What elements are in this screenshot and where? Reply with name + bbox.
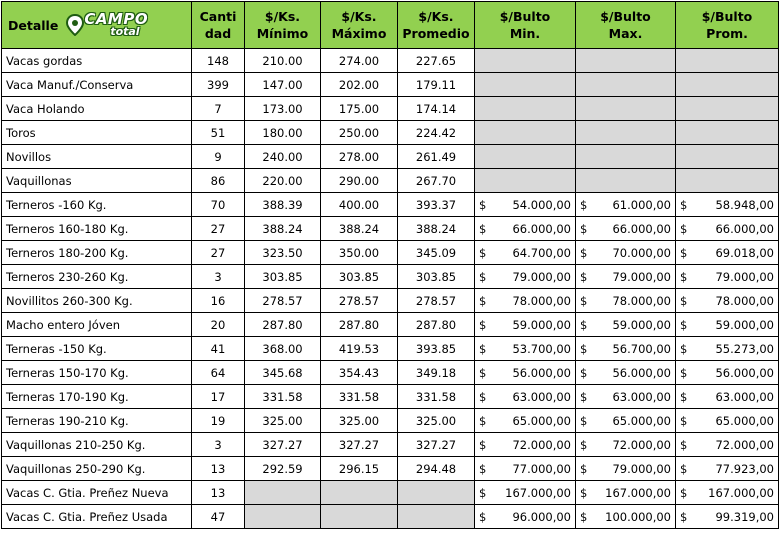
cell-money <box>676 49 779 73</box>
money-amount: 66.000,00 <box>512 221 571 236</box>
currency-symbol: $ <box>580 269 588 284</box>
cell-money <box>475 337 576 361</box>
cell-value: 240.00 <box>245 145 321 169</box>
money-amount: 69.018,00 <box>715 245 774 260</box>
currency-symbol: $ <box>479 365 487 380</box>
currency-symbol: $ <box>580 365 588 380</box>
table-row <box>2 385 779 409</box>
cell-value <box>245 481 321 505</box>
currency-symbol: $ <box>580 437 588 452</box>
cell-detalle: Novillos <box>2 145 192 169</box>
cell-value: 210.00 <box>245 49 321 73</box>
cell-money <box>475 361 576 385</box>
money-amount: 66.000,00 <box>715 221 774 236</box>
cell-value: 147.00 <box>245 73 321 97</box>
cell-value: 290.00 <box>321 169 398 193</box>
currency-symbol: $ <box>580 413 588 428</box>
money-amount: 63.000,00 <box>512 389 571 404</box>
money-amount: 78.000,00 <box>612 293 671 308</box>
header-detalle <box>2 2 192 49</box>
table-row <box>2 505 779 529</box>
cell-money <box>475 241 576 265</box>
cell-money <box>576 121 676 145</box>
cell-value: 227.65 <box>398 49 475 73</box>
money-amount: 79.000,00 <box>612 269 671 284</box>
currency-symbol: $ <box>680 389 688 404</box>
cell-money <box>676 409 779 433</box>
header-row <box>2 2 779 49</box>
cell-value: 388.24 <box>245 217 321 241</box>
price-table <box>1 1 779 529</box>
currency-symbol: $ <box>680 437 688 452</box>
cell-detalle: Terneras 150-170 Kg. <box>2 361 192 385</box>
map-pin-icon <box>66 14 84 36</box>
money-amount: 56.000,00 <box>612 365 671 380</box>
cell-value <box>398 481 475 505</box>
cell-value: 354.43 <box>321 361 398 385</box>
cell-value: 331.58 <box>398 385 475 409</box>
money-amount: 79.000,00 <box>612 461 671 476</box>
cell-money <box>475 481 576 505</box>
header-bulto-max: $/Bulto Max. <box>576 2 676 49</box>
cell-value: 419.53 <box>321 337 398 361</box>
cell-value: 7 <box>192 97 245 121</box>
currency-symbol: $ <box>479 293 487 308</box>
cell-value: 331.58 <box>245 385 321 409</box>
cell-detalle: Terneras -150 Kg. <box>2 337 192 361</box>
logo-sub-text: total <box>110 24 140 38</box>
currency-symbol: $ <box>479 245 487 260</box>
cell-value: 327.27 <box>245 433 321 457</box>
cell-money <box>676 97 779 121</box>
cell-money <box>475 169 576 193</box>
header-kg-prom: $/Ks. Promedio <box>398 2 475 49</box>
table-row <box>2 73 779 97</box>
cell-money <box>576 457 676 481</box>
cell-value: 278.57 <box>321 289 398 313</box>
money-amount: 167.000,00 <box>708 485 774 500</box>
cell-value: 325.00 <box>321 409 398 433</box>
cell-money <box>676 217 779 241</box>
cell-value: 323.50 <box>245 241 321 265</box>
cell-value: 327.27 <box>398 433 475 457</box>
cell-detalle: Toros <box>2 121 192 145</box>
cell-value: 393.85 <box>398 337 475 361</box>
cell-money <box>676 337 779 361</box>
cell-detalle: Vacas gordas <box>2 49 192 73</box>
money-amount: 64.700,00 <box>512 245 571 260</box>
cell-value: 16 <box>192 289 245 313</box>
money-amount: 59.000,00 <box>612 317 671 332</box>
cell-money <box>576 169 676 193</box>
cell-money <box>576 313 676 337</box>
money-amount: 96.000,00 <box>512 509 571 524</box>
header-detalle-label: Detalle <box>8 17 59 33</box>
currency-symbol: $ <box>479 221 487 236</box>
currency-symbol: $ <box>580 221 588 236</box>
currency-symbol: $ <box>479 269 487 284</box>
table-row <box>2 289 779 313</box>
cell-value: 278.57 <box>245 289 321 313</box>
table-row <box>2 49 779 73</box>
table-row <box>2 217 779 241</box>
logo-main-text: CAMPO <box>84 9 149 28</box>
cell-value: 303.85 <box>321 265 398 289</box>
cell-money <box>475 193 576 217</box>
cell-value: 278.57 <box>398 289 475 313</box>
cell-value: 345.09 <box>398 241 475 265</box>
currency-symbol: $ <box>680 245 688 260</box>
cell-value: 9 <box>192 145 245 169</box>
money-amount: 56.000,00 <box>715 365 774 380</box>
cell-money <box>576 505 676 529</box>
cell-value: 47 <box>192 505 245 529</box>
cell-value: 27 <box>192 217 245 241</box>
cell-value: 287.80 <box>398 313 475 337</box>
cell-money <box>576 265 676 289</box>
cell-value: 13 <box>192 481 245 505</box>
cell-value <box>398 505 475 529</box>
currency-symbol: $ <box>680 509 688 524</box>
money-amount: 56.700,00 <box>612 341 671 356</box>
currency-symbol: $ <box>680 413 688 428</box>
money-amount: 54.000,00 <box>512 197 571 212</box>
cell-value: 400.00 <box>321 193 398 217</box>
header-kg-min: $/Ks. Mínimo <box>245 2 321 49</box>
money-amount: 55.273,00 <box>715 341 774 356</box>
cell-money <box>475 385 576 409</box>
money-amount: 78.000,00 <box>512 293 571 308</box>
cell-value: 368.00 <box>245 337 321 361</box>
cell-value: 13 <box>192 457 245 481</box>
cell-value: 70 <box>192 193 245 217</box>
cell-money <box>576 73 676 97</box>
cell-value: 17 <box>192 385 245 409</box>
cell-detalle: Terneros -160 Kg. <box>2 193 192 217</box>
cell-value: 86 <box>192 169 245 193</box>
cell-money <box>676 361 779 385</box>
currency-symbol: $ <box>479 413 487 428</box>
money-amount: 66.000,00 <box>612 221 671 236</box>
cell-value: 393.37 <box>398 193 475 217</box>
money-amount: 58.948,00 <box>715 197 774 212</box>
currency-symbol: $ <box>479 389 487 404</box>
cell-value: 202.00 <box>321 73 398 97</box>
table-row <box>2 337 779 361</box>
currency-symbol: $ <box>479 485 487 500</box>
cell-value: 345.68 <box>245 361 321 385</box>
money-amount: 79.000,00 <box>715 269 774 284</box>
cell-money <box>676 289 779 313</box>
cell-value: 278.00 <box>321 145 398 169</box>
cell-value <box>245 505 321 529</box>
cell-detalle: Vaca Manuf./Conserva <box>2 73 192 97</box>
money-amount: 56.000,00 <box>512 365 571 380</box>
cell-value: 51 <box>192 121 245 145</box>
cell-money <box>676 145 779 169</box>
header-bulto-min: $/Bulto Min. <box>475 2 576 49</box>
table-row <box>2 361 779 385</box>
currency-symbol: $ <box>580 461 588 476</box>
cell-money <box>576 361 676 385</box>
cell-detalle: Terneros 230-260 Kg. <box>2 265 192 289</box>
cell-value: 175.00 <box>321 97 398 121</box>
cell-value: 3 <box>192 433 245 457</box>
cell-value: 292.59 <box>245 457 321 481</box>
money-amount: 100.000,00 <box>605 509 671 524</box>
cell-value: 388.39 <box>245 193 321 217</box>
cell-money <box>475 433 576 457</box>
cell-money <box>676 193 779 217</box>
cell-money <box>576 481 676 505</box>
money-amount: 167.000,00 <box>505 485 571 500</box>
money-amount: 63.000,00 <box>612 389 671 404</box>
table-row <box>2 313 779 337</box>
cell-value: 224.42 <box>398 121 475 145</box>
cell-money <box>576 217 676 241</box>
cell-money <box>475 121 576 145</box>
cell-value: 399 <box>192 73 245 97</box>
money-amount: 59.000,00 <box>512 317 571 332</box>
cell-value: 19 <box>192 409 245 433</box>
currency-symbol: $ <box>580 197 588 212</box>
currency-symbol: $ <box>680 269 688 284</box>
money-amount: 72.000,00 <box>512 437 571 452</box>
currency-symbol: $ <box>479 197 487 212</box>
table-row <box>2 97 779 121</box>
table-row <box>2 169 779 193</box>
table-row <box>2 481 779 505</box>
currency-symbol: $ <box>680 461 688 476</box>
currency-symbol: $ <box>479 341 487 356</box>
cell-money <box>475 313 576 337</box>
cell-value: 294.48 <box>398 457 475 481</box>
money-amount: 65.000,00 <box>612 413 671 428</box>
currency-symbol: $ <box>680 341 688 356</box>
cell-value: 287.80 <box>245 313 321 337</box>
cell-value: 250.00 <box>321 121 398 145</box>
currency-symbol: $ <box>580 317 588 332</box>
cell-money <box>576 409 676 433</box>
currency-symbol: $ <box>680 221 688 236</box>
currency-symbol: $ <box>580 509 588 524</box>
table-body <box>2 49 779 529</box>
currency-symbol: $ <box>479 509 487 524</box>
money-amount: 79.000,00 <box>512 269 571 284</box>
cell-value: 287.80 <box>321 313 398 337</box>
money-amount: 65.000,00 <box>512 413 571 428</box>
cell-money <box>676 169 779 193</box>
table-row <box>2 433 779 457</box>
currency-symbol: $ <box>580 293 588 308</box>
cell-value: 267.70 <box>398 169 475 193</box>
cell-value: 173.00 <box>245 97 321 121</box>
money-amount: 53.700,00 <box>512 341 571 356</box>
cell-money <box>475 457 576 481</box>
table-row <box>2 241 779 265</box>
cell-money <box>475 97 576 121</box>
cell-value: 303.85 <box>398 265 475 289</box>
money-amount: 65.000,00 <box>715 413 774 428</box>
currency-symbol: $ <box>680 197 688 212</box>
cell-money <box>676 313 779 337</box>
cell-money <box>576 97 676 121</box>
currency-symbol: $ <box>479 317 487 332</box>
cell-money <box>475 73 576 97</box>
currency-symbol: $ <box>479 461 487 476</box>
cell-value <box>321 481 398 505</box>
cell-value: 261.49 <box>398 145 475 169</box>
cell-value: 388.24 <box>321 217 398 241</box>
cell-detalle: Macho entero Jóven <box>2 313 192 337</box>
currency-symbol: $ <box>680 365 688 380</box>
cell-detalle: Terneras 190-210 Kg. <box>2 409 192 433</box>
cell-detalle: Vacas C. Gtia. Preñez Nueva <box>2 481 192 505</box>
cell-value: 388.24 <box>398 217 475 241</box>
cell-money <box>475 145 576 169</box>
cell-value: 64 <box>192 361 245 385</box>
cell-value: 41 <box>192 337 245 361</box>
cell-value: 296.15 <box>321 457 398 481</box>
cell-detalle: Novillitos 260-300 Kg. <box>2 289 192 313</box>
cell-detalle: Vaquillonas 210-250 Kg. <box>2 433 192 457</box>
table-row <box>2 265 779 289</box>
header-cantidad: Canti dad <box>192 2 245 49</box>
cell-value: 3 <box>192 265 245 289</box>
currency-symbol: $ <box>680 293 688 308</box>
cell-value: 220.00 <box>245 169 321 193</box>
header-kg-max: $/Ks. Máximo <box>321 2 398 49</box>
cell-money <box>676 121 779 145</box>
cell-money <box>475 217 576 241</box>
cell-money <box>576 49 676 73</box>
money-amount: 63.000,00 <box>715 389 774 404</box>
cell-money <box>576 193 676 217</box>
cell-money <box>475 409 576 433</box>
cell-value: 325.00 <box>398 409 475 433</box>
money-amount: 77.000,00 <box>512 461 571 476</box>
currency-symbol: $ <box>580 389 588 404</box>
cell-money <box>676 457 779 481</box>
money-amount: 72.000,00 <box>612 437 671 452</box>
money-amount: 72.000,00 <box>715 437 774 452</box>
cell-money <box>676 265 779 289</box>
cell-money <box>475 49 576 73</box>
money-amount: 70.000,00 <box>612 245 671 260</box>
currency-symbol: $ <box>580 341 588 356</box>
money-amount: 78.000,00 <box>715 293 774 308</box>
cell-value: 20 <box>192 313 245 337</box>
cell-detalle: Terneros 180-200 Kg. <box>2 241 192 265</box>
currency-symbol: $ <box>580 245 588 260</box>
cell-value: 349.18 <box>398 361 475 385</box>
cell-value: 331.58 <box>321 385 398 409</box>
cell-value: 148 <box>192 49 245 73</box>
cell-detalle: Vaquillonas 250-290 Kg. <box>2 457 192 481</box>
cell-value: 179.11 <box>398 73 475 97</box>
money-amount: 61.000,00 <box>612 197 671 212</box>
cell-money <box>676 481 779 505</box>
cell-money <box>576 337 676 361</box>
cell-value: 303.85 <box>245 265 321 289</box>
table-row <box>2 457 779 481</box>
table-row <box>2 121 779 145</box>
money-amount: 99.319,00 <box>715 509 774 524</box>
cell-detalle: Vaquillonas <box>2 169 192 193</box>
currency-symbol: $ <box>680 317 688 332</box>
cell-money <box>676 505 779 529</box>
cell-value: 274.00 <box>321 49 398 73</box>
table-row <box>2 193 779 217</box>
table-row <box>2 409 779 433</box>
cell-money <box>475 505 576 529</box>
cell-detalle: Vaca Holando <box>2 97 192 121</box>
cell-money <box>576 241 676 265</box>
cell-money <box>676 385 779 409</box>
cell-money <box>676 73 779 97</box>
cell-money <box>576 433 676 457</box>
cell-value: 27 <box>192 241 245 265</box>
cell-value: 350.00 <box>321 241 398 265</box>
cell-detalle: Terneras 170-190 Kg. <box>2 385 192 409</box>
cell-value: 180.00 <box>245 121 321 145</box>
cell-money <box>576 385 676 409</box>
cell-value: 327.27 <box>321 433 398 457</box>
header-bulto-prom: $/Bulto Prom. <box>676 2 779 49</box>
cell-money <box>676 241 779 265</box>
cell-detalle: Terneros 160-180 Kg. <box>2 217 192 241</box>
cell-value: 174.14 <box>398 97 475 121</box>
currency-symbol: $ <box>580 485 588 500</box>
money-amount: 167.000,00 <box>605 485 671 500</box>
cell-detalle: Vacas C. Gtia. Preñez Usada <box>2 505 192 529</box>
cell-money <box>475 289 576 313</box>
cell-money <box>676 433 779 457</box>
table-row <box>2 145 779 169</box>
cell-value <box>321 505 398 529</box>
cell-money <box>576 145 676 169</box>
money-amount: 77.923,00 <box>715 461 774 476</box>
cell-money <box>576 289 676 313</box>
currency-symbol: $ <box>680 485 688 500</box>
money-amount: 59.000,00 <box>715 317 774 332</box>
cell-money <box>475 265 576 289</box>
campo-total-logo <box>66 9 149 38</box>
cell-value: 325.00 <box>245 409 321 433</box>
currency-symbol: $ <box>479 437 487 452</box>
